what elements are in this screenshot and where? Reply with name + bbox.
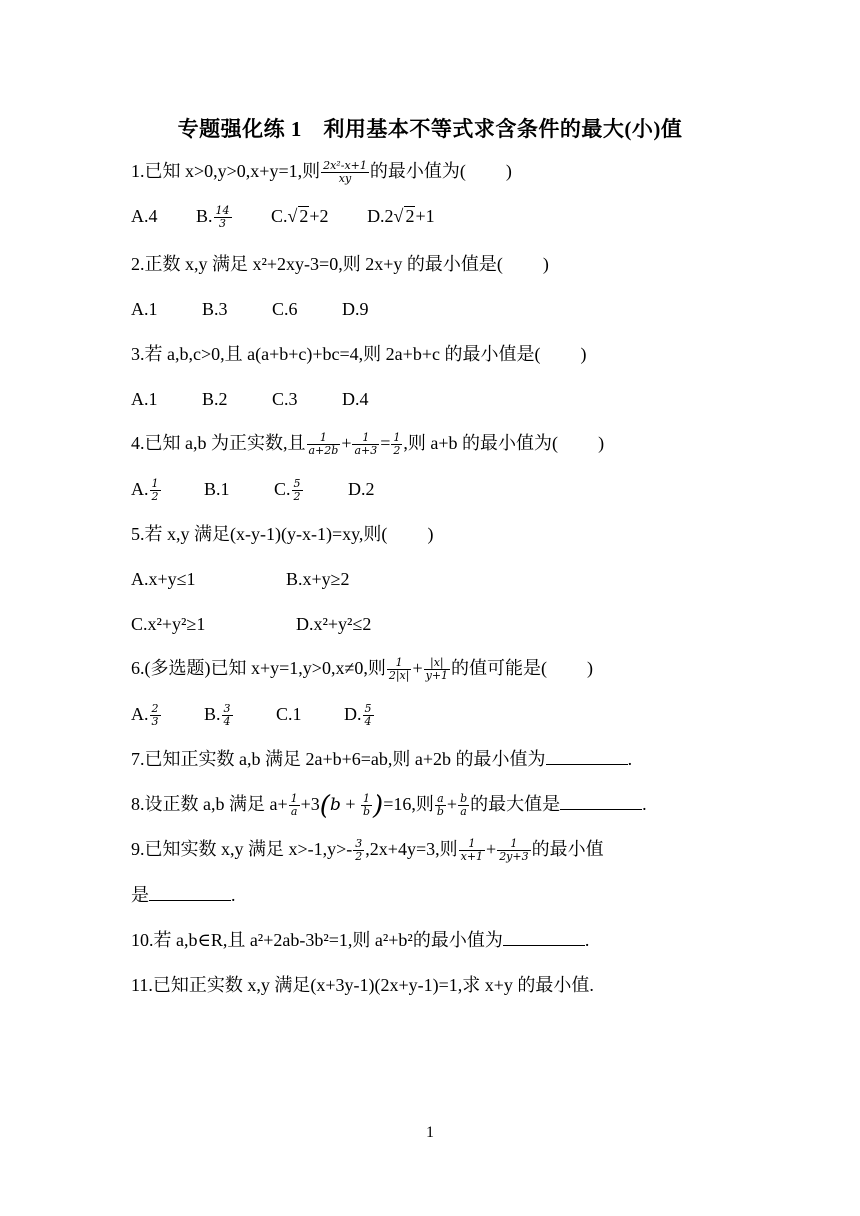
- option-d: D.2: [348, 479, 375, 499]
- question-8-stem: 8.设正数 a,b 满足 a+: [131, 794, 288, 814]
- fraction: $\frac{a}{b}$: [436, 792, 444, 819]
- option-d: D.9: [342, 299, 369, 319]
- question-7: 7.已知正实数 a,b 满足 2a+b+6=ab,则 a+2b 的最小值为 .: [131, 749, 633, 769]
- option-a: A.4: [131, 206, 158, 226]
- question-3: 3.若 a,b,c>0,且 a(a+b+c)+bc=4,则 2a+b+c 的最小值是( ): [131, 344, 587, 364]
- option-a: A.1: [131, 299, 158, 319]
- fraction: $\frac{1}{2|x|}$: [388, 656, 410, 683]
- fraction: $\frac{\text{2x²-x+1}}{xy}$: [323, 159, 367, 186]
- option-c: C. $\frac{5}{2}$: [274, 477, 301, 504]
- option-a: A. $\frac{2}{3}$: [131, 702, 159, 729]
- option-d: D.x²+y²≤2: [296, 614, 372, 634]
- option-c: C.x²+y²≥1: [131, 614, 206, 634]
- question-9-continued: 是 .: [131, 885, 236, 905]
- question-10: 10.若 a,b∈R,且 a²+2ab-3b²=1,则 a²+b²的最小值为 .: [131, 930, 590, 950]
- question-5-options-row-1: [131, 566, 350, 592]
- option-a: A.1: [131, 389, 158, 409]
- fraction: $\frac{1}{x+1}$: [460, 837, 484, 864]
- question-9-stem: 9.已知实数 x,y 满足 x>-1,y>-: [131, 839, 353, 859]
- question-8: 8.设正数 a,b 满足 a+ $\frac{1}{a}$ +3(b + $\frac{1}{b}$ )=16,则 $\frac{a}{b}$ + $\frac{b}{a}$ 的最大值是 .: [131, 790, 647, 821]
- question-4-options: [131, 476, 375, 503]
- question-9: 9.已知实数 x,y 满足 x>-1,y>- $\frac{3}{2}$ ,2x+4y=3,则 $\frac{1}{x+1}$ + $\frac{1}{2y+3}$ 的最小值: [131, 837, 604, 864]
- option-b: B.1: [204, 479, 230, 499]
- question-7-stem: 7.已知正实数 a,b 满足 2a+b+6=ab,则 a+2b 的最小值为: [131, 749, 546, 769]
- answer-blank[interactable]: [149, 884, 231, 901]
- option-a: A.x+y≤1: [131, 569, 196, 589]
- question-6-options: [131, 701, 375, 728]
- question-11-stem: 11.已知正实数 x,y 满足(x+3y-1)(2x+y-1)=1,求 x+y 的最小值.: [131, 975, 594, 995]
- fraction: $\frac{1}{2}$: [393, 431, 401, 458]
- question-4: 4.已知 a,b 为正实数,且 $\frac{1}{a+2b}$ + $\frac{1}{a+3}$ = $\frac{1}{2}$ ,则 a+b 的最小值为( ): [131, 431, 605, 458]
- question-2-stem: 2.正数 x,y 满足 x²+2xy-3=0,则 2x+y 的最小值是(: [131, 254, 503, 274]
- option-d: D.2√ 2+1: [367, 206, 435, 226]
- page-number: 1: [426, 1124, 434, 1141]
- option-a: A. $\frac{1}{2}$: [131, 477, 159, 504]
- fraction: $\frac{|x|}{y+1}$: [425, 656, 449, 683]
- question-2-options: [131, 296, 369, 322]
- option-b: B.3: [202, 299, 228, 319]
- option-c: C.1: [276, 704, 302, 724]
- answer-blank[interactable]: [560, 793, 642, 810]
- fraction: $\frac{3}{2}$: [355, 837, 363, 864]
- answer-blank[interactable]: [503, 929, 585, 946]
- question-3-options: [131, 386, 369, 412]
- fraction: $\frac{1}{a}$: [290, 792, 298, 819]
- option-b: B.2: [202, 389, 228, 409]
- answer-blank[interactable]: [546, 748, 628, 765]
- option-c: C.3: [272, 389, 298, 409]
- option-c: C.√ 2+2: [271, 206, 329, 226]
- question-5-stem: 5.若 x,y 满足(x-y-1)(y-x-1)=xy,则(: [131, 524, 388, 544]
- fraction: $\frac{1}{b}$: [363, 792, 371, 819]
- option-c: C.6: [272, 299, 298, 319]
- question-6-stem: 6.(多选题)已知 x+y=1,y>0,x≠0,则: [131, 658, 386, 678]
- question-5: 5.若 x,y 满足(x-y-1)(y-x-1)=xy,则( ): [131, 524, 434, 544]
- option-b: B.x+y≥2: [286, 569, 350, 589]
- fraction: $\frac{1}{a+3}$: [354, 431, 378, 458]
- question-5-options-row-2: [131, 611, 371, 637]
- question-1-options: [131, 203, 435, 230]
- question-1-stem: 1.已知 x>0,y>0,x+y=1,则: [131, 161, 321, 181]
- option-b: B. $\frac{14}{3}$: [196, 204, 230, 231]
- option-d: D. $\frac{5}{4}$: [344, 702, 372, 729]
- option-b: B. $\frac{3}{4}$: [204, 702, 231, 729]
- question-10-stem: 10.若 a,b∈R,且 a²+2ab-3b²=1,则 a²+b²的最小值为: [131, 930, 503, 950]
- fraction: $\frac{1}{2y+3}$: [499, 837, 529, 864]
- question-2: 2.正数 x,y 满足 x²+2xy-3=0,则 2x+y 的最小值是( ): [131, 254, 549, 274]
- option-d: D.4: [342, 389, 369, 409]
- question-3-stem: 3.若 a,b,c>0,且 a(a+b+c)+bc=4,则 2a+b+c 的最小值是(: [131, 344, 541, 364]
- question-1: 1.已知 x>0,y>0,x+y=1,则 $\frac{\text{2x²-x+1}}{xy}$ 的最小值为( ): [131, 159, 512, 186]
- fraction: $\frac{1}{a+2b}$: [308, 431, 339, 458]
- question-6: 6.(多选题)已知 x+y=1,y>0,x≠0,则 $\frac{1}{2|x|}$ + $\frac{|x|}{y+1}$ 的值可能是( ): [131, 656, 594, 683]
- fraction: $\frac{b}{a}$: [460, 792, 468, 819]
- page-title: 专题强化练 1 利用基本不等式求含条件的最大(小)值: [177, 117, 683, 141]
- question-4-stem: 4.已知 a,b 为正实数,且: [131, 433, 306, 453]
- question-11: [131, 972, 594, 998]
